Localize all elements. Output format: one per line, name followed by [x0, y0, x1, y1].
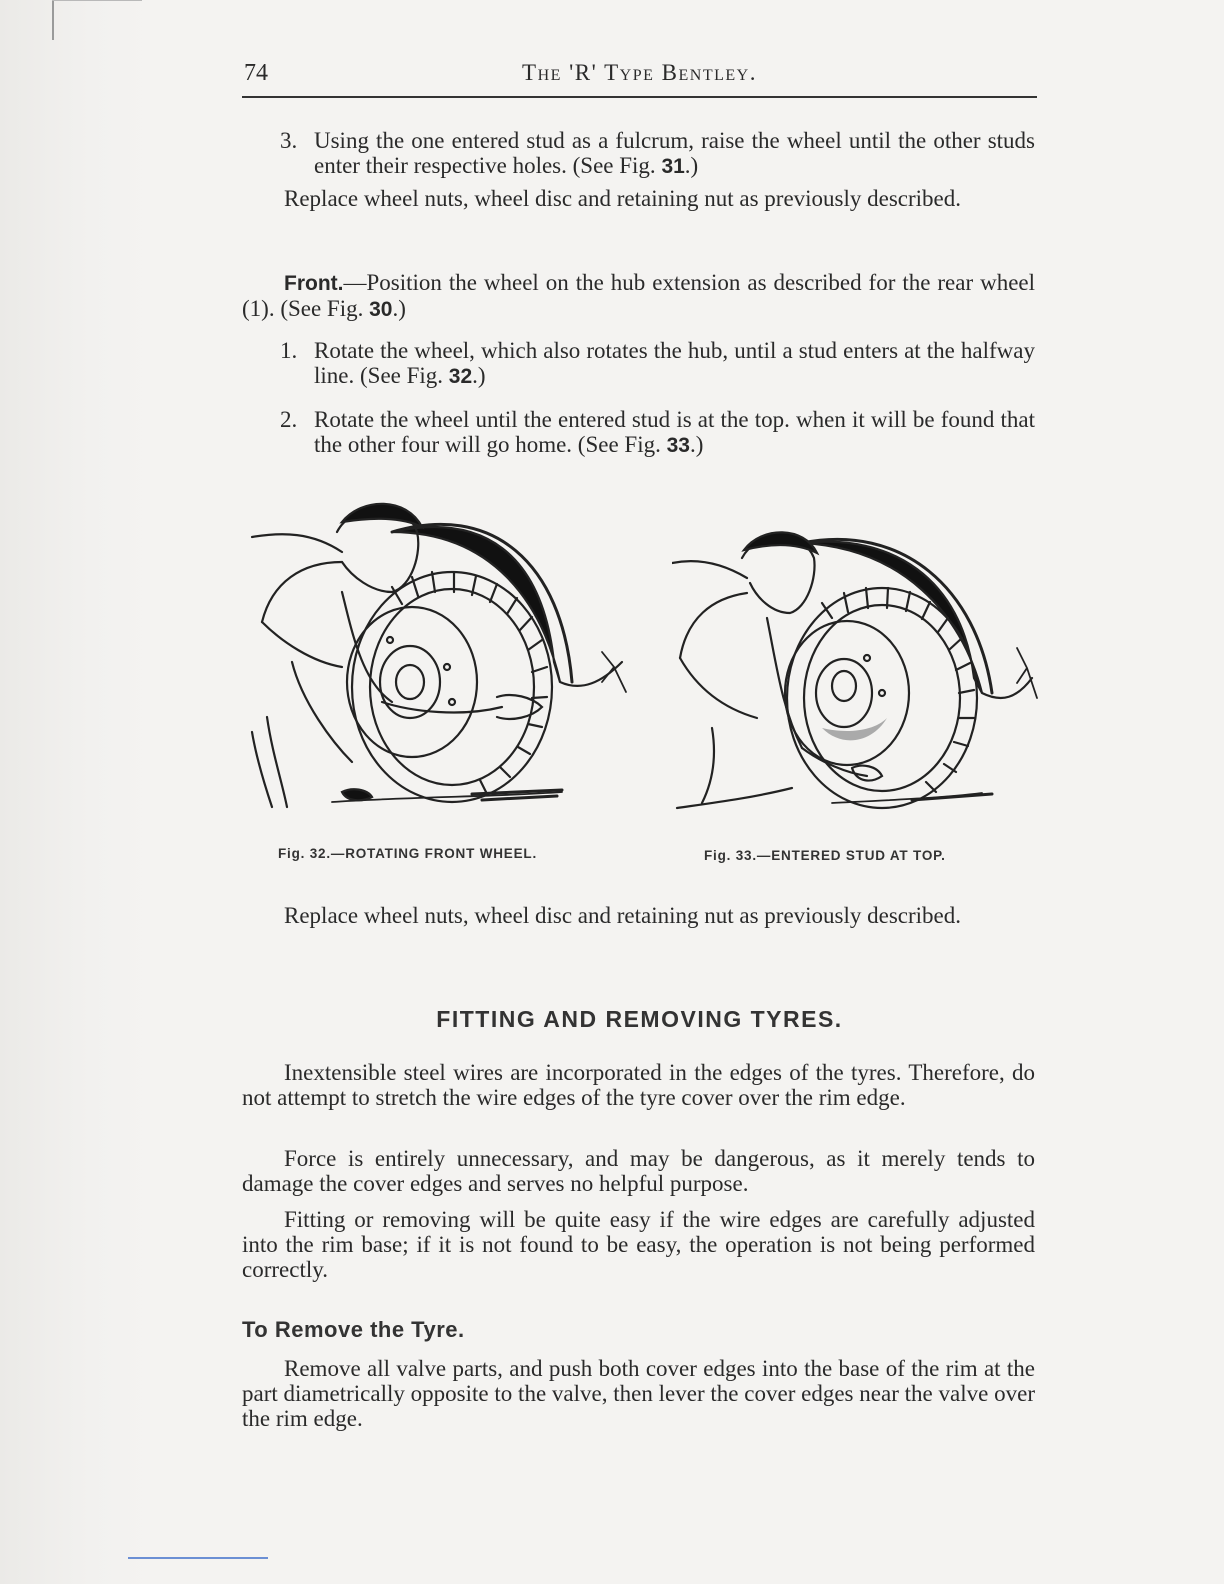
front-step-1: [280, 338, 1035, 389]
page-header: [242, 56, 1037, 98]
scan-footer-rule: [128, 1557, 268, 1559]
section-paragraph-1: Inextensible steel wires are incorporated in the edges of the tyres. Therefore, do not attempt to stretch the wire edges of the tyre cover over the rim edge.: [242, 1060, 1035, 1110]
step-text-b: .): [684, 153, 699, 178]
running-title: The 'R' Type Bentley.: [522, 60, 757, 85]
replace-paragraph-2: Replace wheel nuts, wheel disc and retaining nut as previously described.: [284, 903, 962, 928]
fig-ref: 31: [661, 155, 685, 178]
step-number: 2.: [280, 407, 298, 432]
front-text-a: —Position the wheel on the hub extension as described for the rear wheel (1). (See Fig.: [242, 270, 1035, 321]
subsection-paragraph: Remove all valve parts, and push both cover edges into the base of the rim at the part diametrically opposite to the valve, then lever the cover edges near the valve over the rim edge.: [242, 1356, 1035, 1431]
fig-ref: 30: [369, 298, 393, 321]
page-number: 74: [244, 60, 268, 86]
section-paragraph-2: Force is entirely unnecessary, and may be dangerous, as it merely tends to damage the cover edges and serves no helpful purpose.: [242, 1146, 1035, 1196]
step-text: [314, 128, 1035, 179]
front-step-2: [280, 407, 1035, 458]
step-text: [314, 407, 1035, 458]
figure-33-caption: Fig. 33.—ENTERED STUD AT TOP.: [704, 848, 946, 863]
scan-corner-mark: [52, 0, 154, 40]
replace-paragraph-1: Replace wheel nuts, wheel disc and retaining nut as previously described.: [284, 186, 962, 211]
scan-edge: [0, 0, 150, 1584]
step-text-a: Rotate the wheel until the entered stud is at the top. when it will be found that the other four will go home. (See Fig.: [314, 407, 1035, 457]
figure-32-illustration: [242, 492, 632, 822]
figure-33-illustration: [672, 518, 1042, 818]
step-text-a: Rotate the wheel, which also rotates the hub, until a stud enters at the halfway line. (See Fig.: [314, 338, 1035, 388]
step-text-b: .): [472, 363, 486, 388]
figure-32-caption: Fig. 32.—ROTATING FRONT WHEEL.: [278, 846, 537, 861]
front-label: Front.: [284, 272, 344, 295]
rear-step-3: [280, 128, 1035, 179]
front-text-b: .): [392, 296, 406, 321]
fig-ref: 33: [666, 434, 690, 457]
step-text-b: .): [689, 432, 704, 457]
section-heading: FITTING AND REMOVING TYRES.: [436, 1006, 843, 1032]
step-text-a: Using the one entered stud as a fulcrum, raise the wheel until the other studs enter their respective holes. (See Fig.: [314, 128, 1035, 178]
step-number: 3.: [280, 128, 298, 153]
front-paragraph: [242, 270, 1035, 322]
scan-corner-mark-top: [52, 0, 142, 1]
section-paragraph-3: Fitting or removing will be quite easy if the wire edges are carefully adjusted into the rim base; if it is not found to be easy, the operation is not being performed correctly.: [242, 1207, 1035, 1282]
subsection-heading: To Remove the Tyre.: [242, 1317, 465, 1342]
step-number: 1.: [280, 338, 298, 363]
fig-ref: 32: [448, 365, 473, 388]
step-text: [314, 338, 1035, 389]
